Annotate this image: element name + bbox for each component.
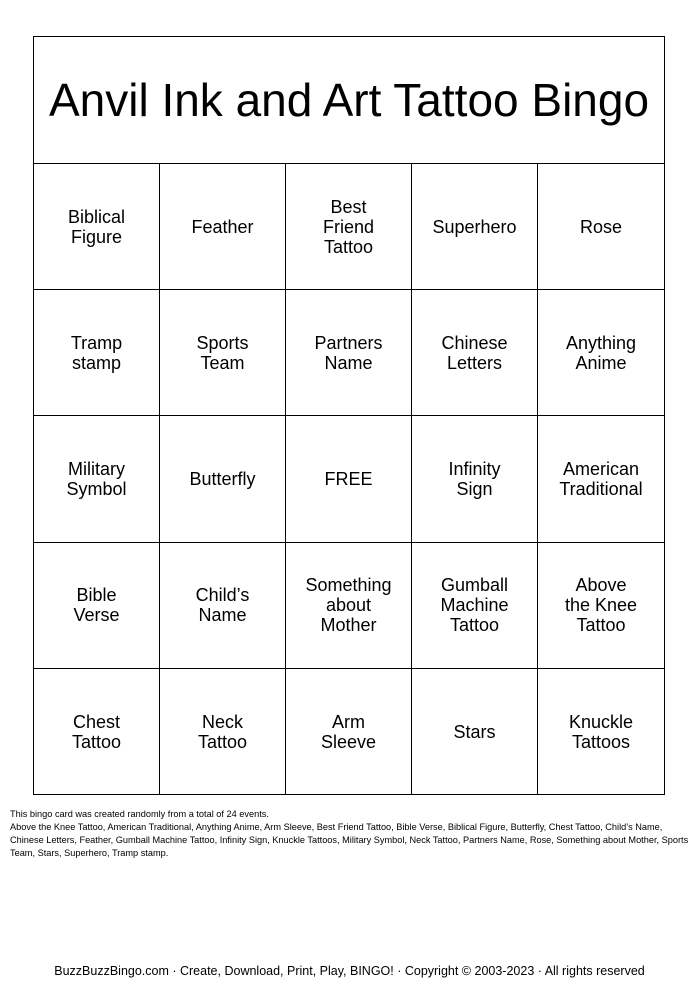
bingo-cell	[34, 416, 160, 542]
bingo-cell	[160, 290, 286, 416]
bingo-card	[33, 36, 665, 795]
events-list: Above the Knee Tattoo, American Traditional, Anything Anime, Arm Sleeve, Best Friend Tattoo, Bible Verse, Biblical Figure, Butterfly, Chest Tattoo, Child’s Name, Chinese Letters, Feather, Gumball Machine Tattoo, Infinity Sign, Knuckle Tattoos, Military Symbol, Neck Tattoo, Partners Name, Rose, Something about Mother, Sports Team, Stars, Superhero, Tramp stamp.	[10, 822, 689, 858]
bingo-cell-text: Butterfly	[189, 468, 256, 489]
bingo-cell	[286, 669, 412, 795]
bingo-cell-text: Chinese Letters	[441, 332, 508, 373]
bingo-cell-text: Knuckle Tattoos	[568, 711, 634, 752]
bingo-cell-text: Infinity Sign	[448, 458, 501, 499]
bingo-cell-text: Arm Sleeve	[320, 711, 377, 752]
bingo-cell	[538, 543, 664, 669]
bingo-cell	[412, 543, 538, 669]
bingo-cell	[286, 290, 412, 416]
bingo-cell-text: Best Friend Tattoo	[322, 196, 375, 257]
bingo-cell	[160, 416, 286, 542]
bingo-cell	[286, 543, 412, 669]
bingo-cell	[160, 669, 286, 795]
bingo-cell-text: Military Symbol	[66, 458, 127, 499]
bingo-cell	[34, 669, 160, 795]
bingo-cell	[538, 416, 664, 542]
card-title: Anvil Ink and Art Tattoo Bingo	[48, 74, 650, 126]
bingo-cell-text: Tramp stamp	[70, 332, 123, 373]
card-summary: This bingo card was created randomly from a total of 24 events.	[10, 809, 269, 819]
bingo-cell-text: Anything Anime	[565, 332, 637, 373]
bingo-cell-text: Biblical Figure	[67, 206, 126, 247]
bingo-cell-text: Partners Name	[314, 332, 383, 373]
bingo-cell-text: Above the Knee Tattoo	[564, 575, 638, 636]
bingo-cell-text: American Traditional	[559, 458, 643, 499]
bingo-cell	[34, 543, 160, 669]
bingo-cell-text: Chest Tattoo	[71, 711, 122, 752]
bingo-cell-text: Gumball Machine Tattoo	[440, 575, 509, 636]
bingo-cell-text: Child’s Name	[195, 585, 250, 626]
bingo-cell-text: Rose	[579, 216, 623, 237]
free-space-cell	[286, 416, 412, 542]
bingo-cell	[538, 164, 664, 290]
bingo-cell	[412, 416, 538, 542]
bingo-cell	[412, 669, 538, 795]
bingo-cell-text: Stars	[453, 721, 496, 742]
card-info	[10, 808, 690, 860]
bingo-cell	[538, 290, 664, 416]
bingo-cell-text: Something about Mother	[305, 575, 392, 636]
bingo-cell-text: Sports Team	[196, 332, 249, 373]
copyright-notice: BuzzBuzzBingo.com · Create, Download, Print, Play, BINGO! · Copyright © 2003-2023 · All rights reserved	[54, 964, 645, 978]
bingo-cell	[412, 290, 538, 416]
bingo-cell-text: Bible Verse	[73, 585, 120, 626]
bingo-cell	[286, 164, 412, 290]
bingo-grid	[34, 164, 664, 795]
bingo-cell-text: Neck Tattoo	[197, 711, 248, 752]
bingo-cell	[34, 290, 160, 416]
bingo-cell-text: Feather	[191, 216, 254, 237]
free-space-text: FREE	[324, 468, 373, 489]
bingo-cell	[538, 669, 664, 795]
bingo-cell	[412, 164, 538, 290]
bingo-cell	[160, 164, 286, 290]
bingo-cell	[34, 164, 160, 290]
bingo-cell-text: Superhero	[432, 216, 517, 237]
bingo-cell	[160, 543, 286, 669]
title-row	[34, 37, 664, 164]
